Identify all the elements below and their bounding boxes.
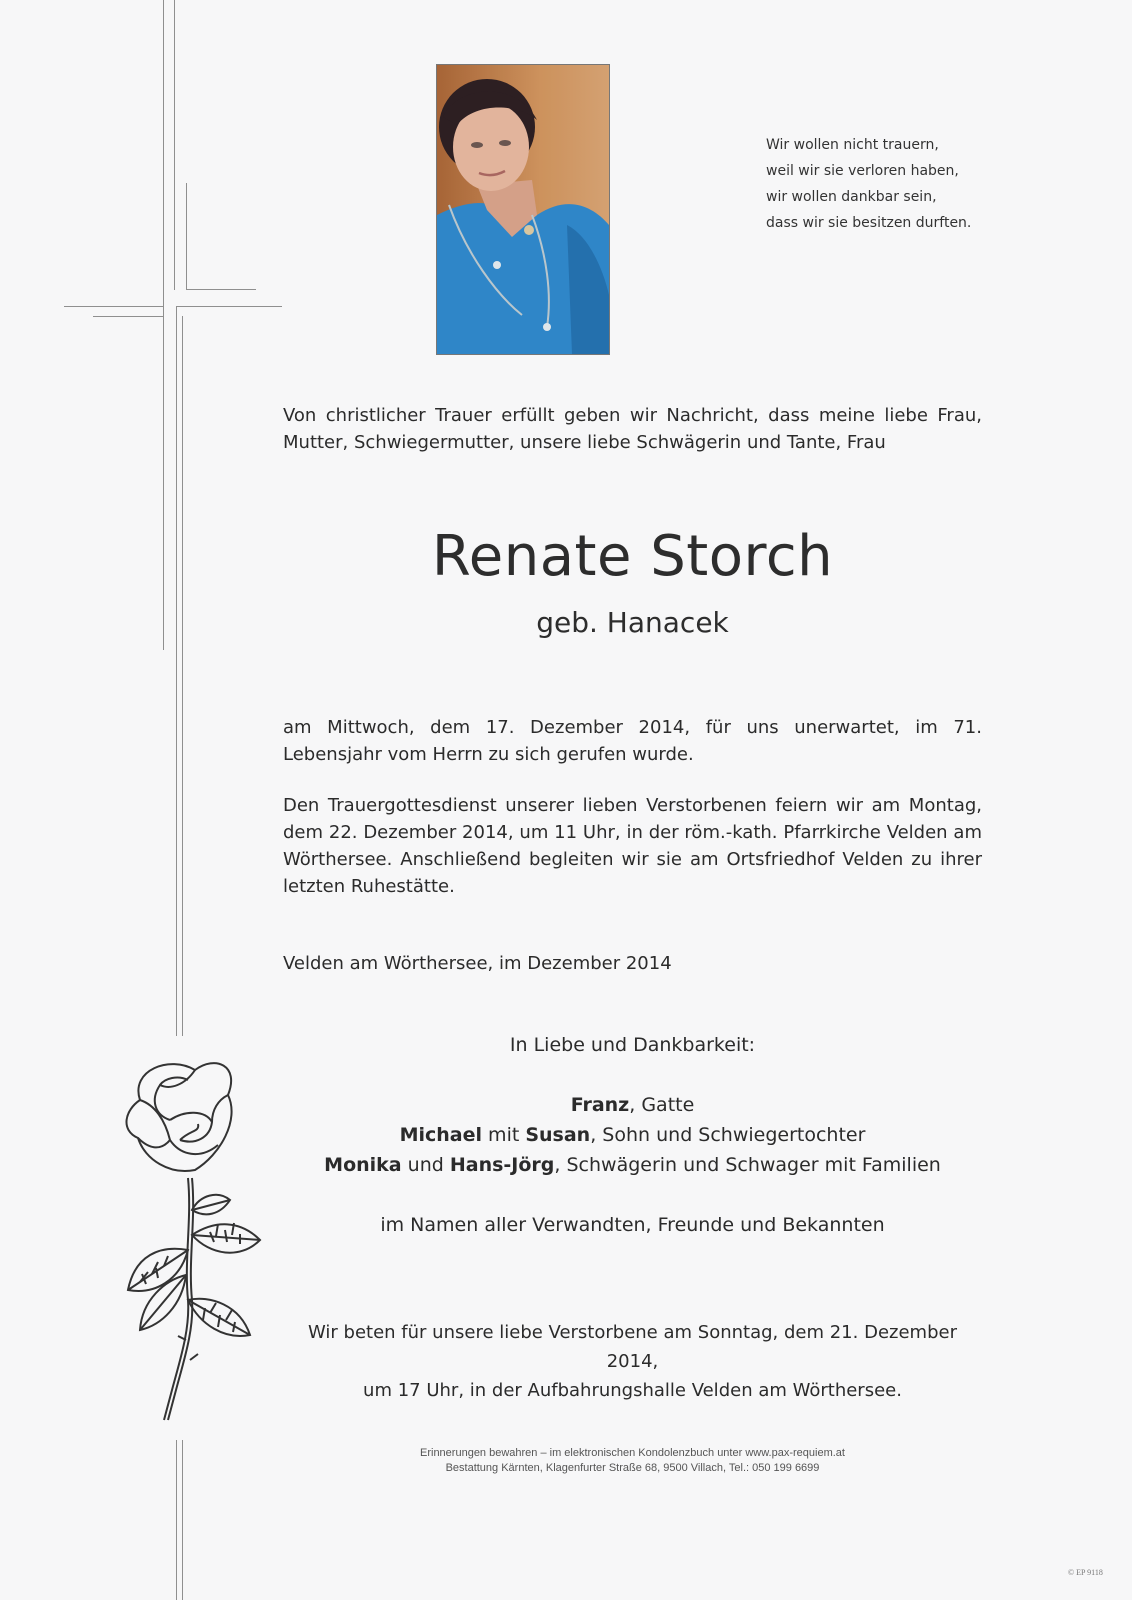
- rose-icon: [100, 1060, 280, 1430]
- deceased-name: Renate Storch: [431, 524, 834, 589]
- mourner-relation: , Sohn und Schwiegertochter: [590, 1124, 866, 1146]
- portrait-photo: [436, 64, 610, 355]
- mourner-line-2: [283, 1120, 982, 1150]
- footer: [283, 1446, 982, 1476]
- mourner-name: Michael: [399, 1124, 483, 1146]
- quote: [766, 132, 1026, 236]
- quote-line: wir wollen dankbar sein,: [766, 189, 937, 205]
- mourners-closing: im Namen aller Verwandten, Freunde und Bekannten: [380, 1214, 885, 1236]
- footer-line: Bestattung Kärnten, Klagenfurter Straße 68, 9500 Villach, Tel.: 050 199 6699: [445, 1462, 820, 1474]
- mourner-relation: , Schwägerin und Schwager mit Familien: [554, 1154, 941, 1176]
- mourner-name: Franz: [570, 1094, 630, 1116]
- intro-text: Von christlicher Trauer erfüllt geben wir Nachricht, dass meine liebe Frau, Mutter, Schwiegermutter, unsere liebe Schwägerin und Tante, Frau: [283, 405, 982, 453]
- mourners-heading: In Liebe und Dankbarkeit:: [509, 1034, 756, 1056]
- mourner-conjunction: und: [401, 1154, 450, 1176]
- prayer-line: um 17 Uhr, in der Aufbahrungshalle Velden am Wörthersee.: [363, 1380, 902, 1401]
- quote-line: dass wir sie besitzen durften.: [766, 215, 972, 231]
- form-code: © EP 9118: [1068, 1568, 1103, 1577]
- mourner-line-1: [283, 1090, 982, 1120]
- footer-line: Erinnerungen bewahren – im elektronischen Kondolenzbuch unter www.pax-requiem.at: [420, 1447, 845, 1459]
- prayer-notice: [283, 1318, 982, 1405]
- death-notice: am Mittwoch, dem 17. Dezember 2014, für uns unerwartet, im 71. Lebensjahr vom Herrn zu sich gerufen wurde.: [283, 717, 982, 765]
- mourner-relation: , Gatte: [629, 1094, 695, 1116]
- place-date: Velden am Wörthersee, im Dezember 2014: [283, 953, 672, 974]
- mourner-line-3: [283, 1150, 982, 1180]
- mourner-name: Susan: [525, 1124, 591, 1146]
- quote-line: weil wir sie verloren haben,: [766, 163, 959, 179]
- mourner-conjunction: mit: [482, 1124, 526, 1146]
- quote-line: Wir wollen nicht trauern,: [766, 137, 939, 153]
- service-notice: Den Trauergottesdienst unserer lieben Verstorbenen feiern wir am Montag, dem 22. Dezember 2014, um 11 Uhr, in der röm.-kath. Pfarrkirche Velden am Wörthersee. Anschließend begleiten wir sie am Ortsfriedhof Velden zu ihrer letzten Ruhestätte.: [283, 795, 982, 897]
- mourner-name: Monika: [324, 1154, 402, 1176]
- mourner-name: Hans-Jörg: [449, 1154, 555, 1176]
- prayer-line: Wir beten für unsere liebe Verstorbene am Sonntag, dem 21. Dezember 2014,: [308, 1322, 957, 1372]
- deceased-birth-name: geb. Hanacek: [536, 606, 729, 639]
